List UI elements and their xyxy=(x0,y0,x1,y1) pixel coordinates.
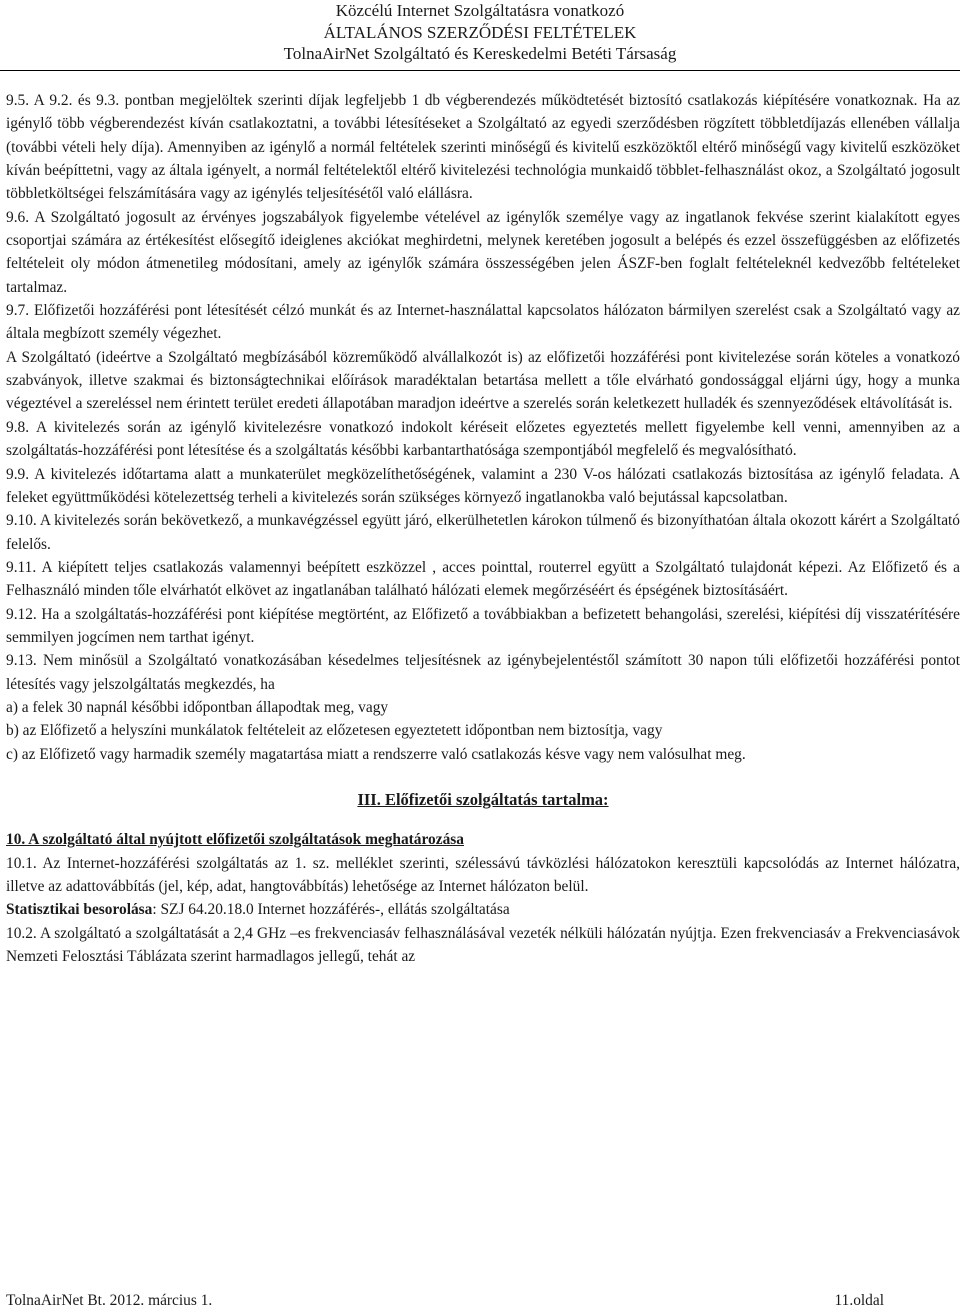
list-item-c: c) az Előfizető vagy harmadik személy magatartása miatt a rendszerre való csatlakozás késve vagy nem valósulhat meg. xyxy=(6,745,746,763)
paragraph-10-1: 10.1. Az Internet-hozzáférési szolgáltatás az 1. sz. melléklet szerinti, szélessávú távközlési hálózatokon keresztüli kapcsolódás az Internet hálózatra, illetve az adattovábbítás (jel, kép, adat, hangtovábbítás) lehetősége az Internet hálózaton belül. xyxy=(6,854,960,895)
header-line-1: Közcélú Internet Szolgáltatásra vonatkozó xyxy=(335,1,625,20)
paragraph-9-5: 9.5. A 9.2. és 9.3. pontban megjelöltek szerinti díjak legfeljebb 1 db végberendezés működtetését biztosító csatlakozás kiépítésére vonatkoznak. Ha az igénylő több végberendezést kíván csatlakoztatni, a további létesítéseket a Szolgáltató az egyedi szerződésben rögzített többletdíjazás ellenében vállalja (további vételi hely díja). Amennyiben az igénylő a normál feltételek szerinti minőségű és kivitelű eszközöktől eltérő minőségű vagy kivitelű eszközöket kíván beépíttetni, vagy az általa igényelt, a normál feltételektől eltérő kivitelezési technológia munkaidő többlet-felhasználást okoz, a Szolgáltató jogosult többletköltségei felszámítására vagy az igénylés teljesítésétől való elállásra. xyxy=(6,92,960,203)
paragraph-9-13: 9.13. Nem minősül a Szolgáltató vonatkozásában késedelmes teljesítésnek az igénybejelentéstől számított 30 napon túli előfizetői hozzáférési pontot létesítés vagy jelszolgáltatás megkezdés, ha xyxy=(6,652,960,693)
stat-label: Statisztikai besorolása xyxy=(6,901,153,919)
header-line-3: TolnaAirNet Szolgáltató és Kereskedelmi Betéti Társaság xyxy=(283,44,677,63)
statistical-classification xyxy=(6,898,960,921)
stat-value: : SZJ 64.20.18.0 Internet hozzáférés-, ellátás szolgáltatása xyxy=(152,901,510,919)
paragraph-9-10: 9.10. A kivitelezés során bekövetkező, a munkavégzéssel együtt járó, elkerülhetetlen károkon túlmenő és bizonyíthatóan általa okozott kárért a Szolgáltató felelős. xyxy=(6,512,960,553)
page-number: 11.oldal xyxy=(834,1292,884,1309)
document-header xyxy=(0,0,960,65)
header-divider xyxy=(0,70,960,71)
paragraph-10-2: 10.2. A szolgáltató a szolgáltatását a 2,4 GHz –es frekvenciasáv felhasználásával vezeték nélküli hálózatán nyújtja. Ezen frekvenciasáv a Frekvenciasávok Nemzeti Felosztási Táblázata szerint harmadlagos jellegű, tehát az xyxy=(6,924,960,966)
footer-company-date: TolnaAirNet Bt. 2012. március 1. xyxy=(6,1292,213,1309)
paragraph-9-7-continued: A Szolgáltató (ideértve a Szolgáltató megbízásából közreműködő alvállalkozót is) az előfizetői hozzáférési pont kivitelezése során köteles a vonatkozó szabványok, illetve szakmai és biztonságtechnikai előírások maradéktalan betartása mellett a tőle elvárható gondossággal eljárni úgy, hogy a munka végeztével a szereléssel nem érintett terület eredeti állapotában maradjon ideértve a szerelés során keletkezett hulladék és szennyeződések eltávolítását is. xyxy=(6,348,960,413)
paragraph-9-8: 9.8. A kivitelezés során az igénylő kivitelezésre vonatkozó indokolt kéréseit előzetes egyeztetés mellett figyelembe kell venni, amennyiben az a szolgáltatás-hozzáférési pont létesítése és a szolgáltatás későbbi karbantarthatósága szempontjából megfelelő és megvalósítható. xyxy=(6,418,960,460)
section-title: III. Előfizetői szolgáltatás tartalma: xyxy=(357,789,609,809)
paragraph-9-7: 9.7. Előfizetői hozzáférési pont létesítését célzó munkát és az Internet-használattal kapcsolatos hálózaton bármilyen szerelést csak a Szolgáltató vagy az általa megbízott személy végezhet. xyxy=(6,302,960,343)
paragraph-9-9: 9.9. A kivitelezés időtartama alatt a munkaterület megközelíthetőségének, valamint a 230 V-os hálózati csatlakozás biztosítása az igénylő feladata. A feleket együttműködési kötelezettség terheli a kivitelezés során szükséges környező ingatlanokba való bejutással kapcsolatban. xyxy=(6,465,960,506)
paragraph-9-6: 9.6. A Szolgáltató jogosult az érvényes jogszabályok figyelembe vételével az igénylők személye vagy az ingatlanok fekvése szerint kialakított egyes csoportjai számára az értékesítést elősegítő ideiglenes akciókat meghirdetni, melynek keretében jogosult a belépés és ezzel összefüggésben az előfizetés feltételeit oly módon átmenetileg módosítani, amely az igénylők számára összességében jelen ÁSZF-ben foglalt feltételeknél kedvezőbb feltételeket tartalmaz. xyxy=(6,208,960,296)
header-line-2: ÁLTALÁNOS SZERZŐDÉSI FELTÉTELEK xyxy=(323,22,637,42)
paragraph-9-12: 9.12. Ha a szolgáltatás-hozzáférési pont kiépítése megtörtént, az Előfizető a továbbiakban a befizetett behangolási, szerelési, kiépítési díj visszatérítésére semmilyen jogcímen nem tarthat igényt. xyxy=(6,605,960,646)
paragraph-9-11: 9.11. A kiépített teljes csatlakozás valamennyi beépített eszközzel , acces pointtal, routerrel együtt a Szolgáltató tulajdonát képezi. Az Előfizető és a Felhasználó minden tőle elvárhatót elkövet az ingatlanában található hálózati elemek megőrzéséért és épségének biztosításáért. xyxy=(6,558,960,600)
list-item-b: b) az Előfizető a helyszíni munkálatok feltételeit az előzetesen egyeztetett időpontban nem biztosítja, vagy xyxy=(6,722,663,740)
list-item-a: a) a felek 30 napnál későbbi időpontban állapodtak meg, vagy xyxy=(6,698,389,716)
document-body xyxy=(6,89,960,968)
subsection-title: 10. A szolgáltató által nyújtott előfizetői szolgáltatások meghatározása xyxy=(6,831,464,849)
